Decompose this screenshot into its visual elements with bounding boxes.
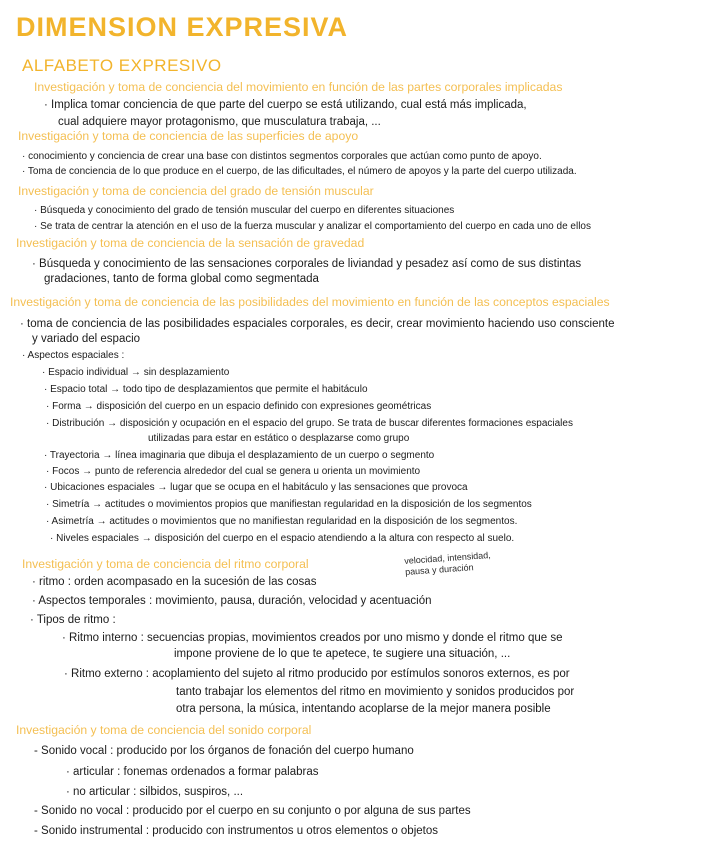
text-line: · conocimiento y conciencia de crear una base con distintos segmentos corporales que actúan como punto de apoyo. <box>22 151 542 162</box>
list-item: · Focos → punto de referencia alrededor del cual se genera u orienta un movimiento <box>46 466 421 477</box>
text-line: - Sonido instrumental : producido con instrumentos u otros elementos o objetos <box>34 825 438 837</box>
list-item: · Espacio individual → sin desplazamiento <box>42 367 230 378</box>
heading-gravedad: Investigación y toma de conciencia de la sensación de gravedad <box>16 236 365 250</box>
section-subtitle: ALFABETO EXPRESIVO <box>22 56 222 75</box>
text-line: - Sonido vocal : producido por los órganos de fonación del cuerpo humano <box>34 745 414 757</box>
margin-note: velocidad, intensidad, pausa y duración <box>404 549 492 577</box>
list-item: · Trayectoria → línea imaginaria que dibuja el desplazamiento de un cuerpo o segmento <box>44 450 435 461</box>
list-item: · Espacio total → todo tipo de desplazamientos que permite el habitáculo <box>44 384 368 395</box>
text-line: · no articular : silbidos, suspiros, ... <box>66 786 244 798</box>
list-item: · Simetría → actitudes o movimientos propios que manifiestan regularidad en la disposición de los segmentos <box>46 499 532 510</box>
page-title: DIMENSION EXPRESIVA <box>16 12 349 42</box>
list-item: · Forma → disposición del cuerpo en un espacio definido con expresiones geométricas <box>46 401 432 412</box>
heading-superficies-apoyo: Investigación y toma de conciencia de las superficies de apoyo <box>18 129 359 143</box>
heading-conceptos-espaciales: Investigación y toma de conciencia de las posibilidades del movimiento en función de las conceptos espaciales <box>10 295 610 309</box>
list-item: · Ubicaciones espaciales → lugar que se ocupa en el habitáculo y las sensaciones que provoca <box>44 482 468 493</box>
text-line: · Implica tomar conciencia de que parte del cuerpo se está utilizando, cual está más implicada, <box>44 99 527 111</box>
text-line: · articular : fonemas ordenados a formar palabras <box>66 766 319 778</box>
text-line: · Ritmo externo : acoplamiento del sujeto al ritmo producido por estímulos sonoros externos, es por <box>64 668 570 680</box>
text-line: otra persona, la música, intentando acoplarse de la mejor manera posible <box>176 703 551 715</box>
text-line: · Búsqueda y conocimiento del grado de tensión muscular del cuerpo en diferentes situaciones <box>34 205 455 216</box>
text-line: · Tipos de ritmo : <box>30 614 116 626</box>
text-line: · Aspectos temporales : movimiento, pausa, duración, velocidad y acentuación <box>32 595 432 607</box>
text-line: - Sonido no vocal : producido por el cuerpo en su conjunto o por alguna de sus partes <box>34 805 471 817</box>
list-item: · Niveles espaciales → disposición del cuerpo en el espacio atendiendo a la altura con respecto al suelo. <box>50 533 515 544</box>
text-line: · Búsqueda y conocimiento de las sensaciones corporales de liviandad y pesadez así como de sus distintas <box>32 258 582 270</box>
list-item: · Asimetría → actitudes o movimientos que no manifiestan regularidad en la disposición de los segmentos. <box>46 516 518 527</box>
text-line: · Ritmo interno : secuencias propias, movimientos creados por uno mismo y donde el ritmo que se <box>62 632 563 644</box>
heading-ritmo-corporal: Investigación y toma de conciencia del ritmo corporal <box>22 557 309 571</box>
text-line: cual adquiere mayor protagonismo, que musculatura trabaja, ... <box>58 116 381 128</box>
text-line: y variado del espacio <box>32 333 141 345</box>
list-item: utilizadas para estar en estático o desplazarse como grupo <box>148 433 410 444</box>
text-line: tanto trabajar los elementos del ritmo en movimiento y sonidos producidos por <box>176 686 575 698</box>
text-line: · Aspectos espaciales : <box>22 350 125 361</box>
heading-sonido-corporal: Investigación y toma de conciencia del sonido corporal <box>16 723 312 737</box>
text-line: gradaciones, tanto de forma global como segmentada <box>44 273 319 285</box>
list-item: · Distribución → disposición y ocupación en el espacio del grupo. Se trata de buscar diferentes formaciones espaciales <box>46 418 573 429</box>
text-line: · ritmo : orden acompasado en la sucesión de las cosas <box>32 576 317 588</box>
text-line: impone proviene de lo que te apetece, te sugiere una situación, ... <box>174 648 511 660</box>
text-line: · Toma de conciencia de lo que produce en el cuerpo, de las dificultades, el número de apoyos y la parte del cuerpo utilizada. <box>22 166 577 177</box>
text-line: · Se trata de centrar la atención en el uso de la fuerza muscular y analizar el comportamiento del cuerpo en cada uno de ellos <box>34 221 591 232</box>
heading-tension-muscular: Investigación y toma de conciencia del grado de tensión muscular <box>18 184 374 198</box>
text-line: · toma de conciencia de las posibilidades espaciales corporales, es decir, crear movimiento haciendo uso consciente <box>20 318 615 330</box>
heading-partes-corporales: Investigación y toma de conciencia del movimiento en función de las partes corporales implicadas <box>34 80 563 94</box>
